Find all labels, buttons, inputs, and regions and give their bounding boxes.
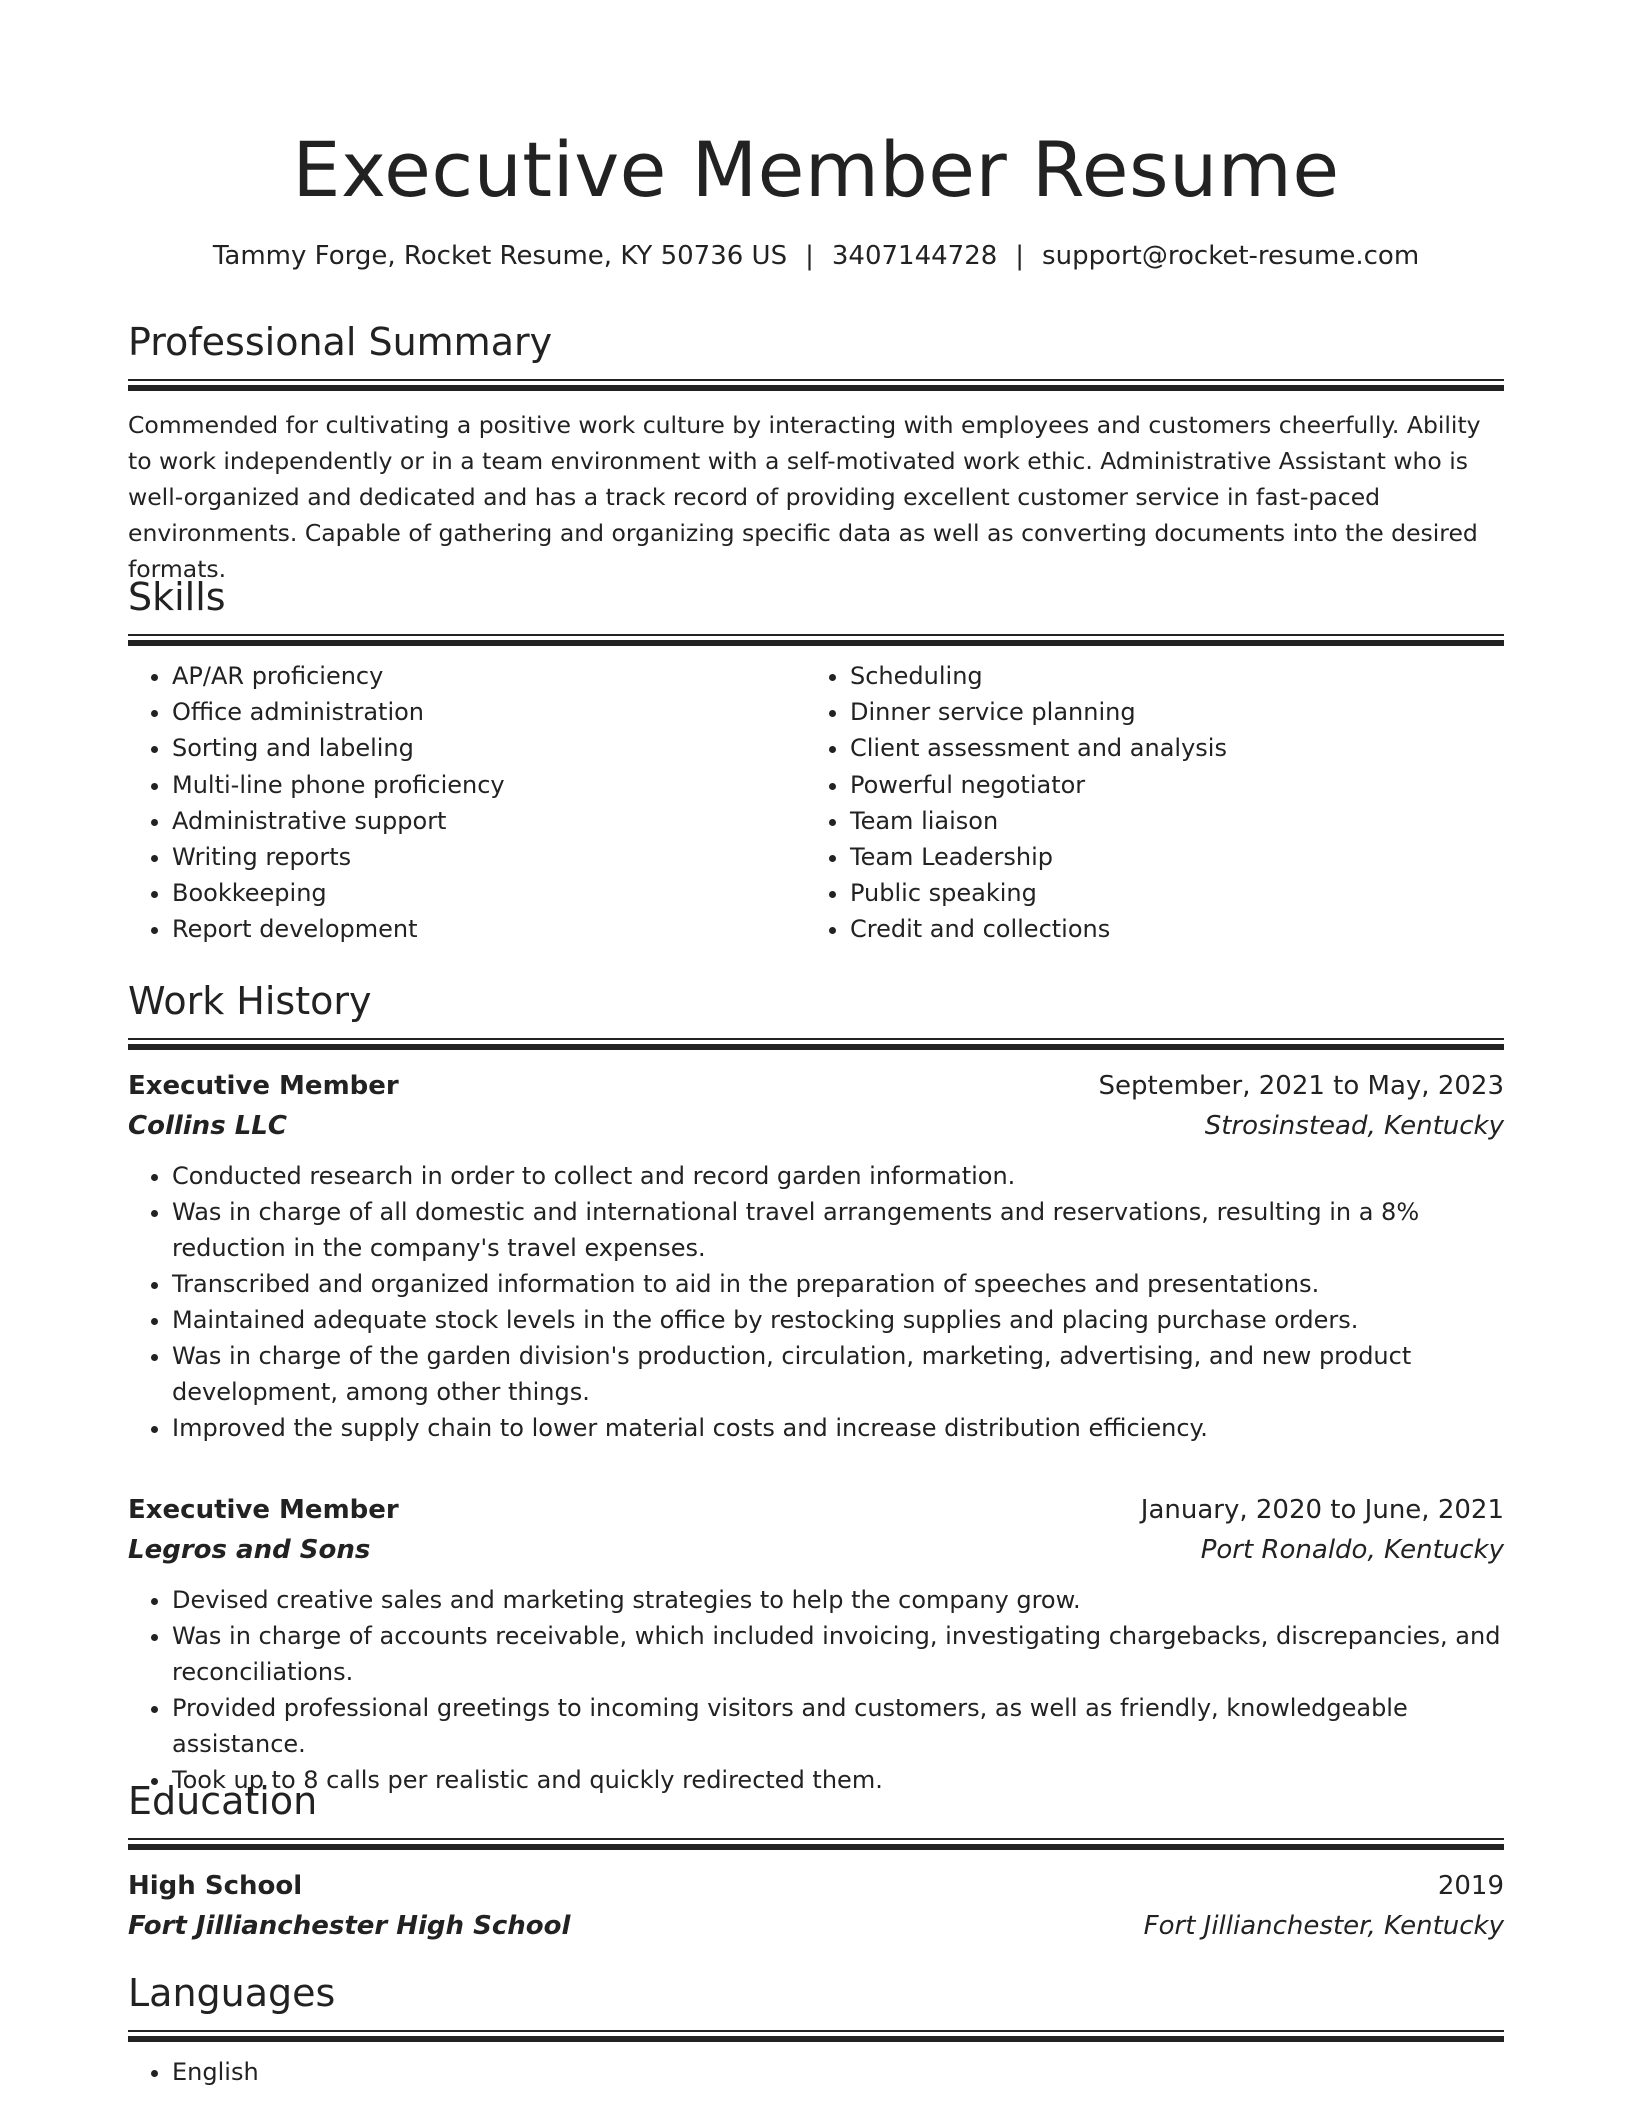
- skill-item: • Powerful negotiator: [850, 767, 1484, 803]
- section-divider: [128, 379, 1504, 393]
- job-duties-list: [128, 1582, 1504, 1798]
- job-duty: • Provided professional greetings to incoming visitors and customers, as well as friendly, knowledgeable assistance.: [172, 1690, 1504, 1762]
- contact-phone: 3407144728: [831, 241, 998, 271]
- section-heading: Education: [128, 1779, 318, 1823]
- job-title-row: [128, 1490, 1504, 1530]
- section-divider: [128, 2030, 1504, 2044]
- education-year: 2019: [1437, 1871, 1504, 1901]
- summary-text: Commended for cultivating a positive work culture by interacting with employees and customers cheerfully. Ability to work independently or in a team environment with a self-motivated work ethic. Administrative Assistant who is well-organized and dedicated and has a track record of providing excellent customer service in fast-paced environments. Capable of gathering and organizing specific data as well as converting documents into the desired formats.: [128, 411, 1481, 583]
- job-duties-list: [128, 1158, 1504, 1446]
- job-duty: • Conducted research in order to collect and record garden information.: [172, 1158, 1504, 1194]
- section-heading: Skills: [128, 575, 226, 619]
- skill-item: • Client assessment and analysis: [850, 730, 1484, 766]
- skills-section: [128, 572, 1504, 948]
- job-entry: [128, 1490, 1504, 1798]
- education-school: Fort Jillianchester High School: [128, 1911, 571, 1941]
- contact-line: [128, 236, 1504, 276]
- resume-title: Executive Member Resume: [292, 125, 1340, 214]
- job-dates: September, 2021 to May, 2023: [1098, 1071, 1504, 1101]
- languages-section: [128, 1968, 1504, 2090]
- job-duty: • Maintained adequate stock levels in the office by restocking supplies and placing purchase orders.: [172, 1302, 1504, 1338]
- skill-item: • Team liaison: [850, 803, 1484, 839]
- section-divider: [128, 634, 1504, 648]
- job-duty: • Transcribed and organized information to aid in the preparation of speeches and presentations.: [172, 1266, 1504, 1302]
- skill-item: • Report development: [172, 911, 806, 947]
- job-location: Strosinstead, Kentucky: [1204, 1111, 1504, 1141]
- skills-list-right: [806, 658, 1484, 948]
- skill-item: • Bookkeeping: [172, 875, 806, 911]
- job-duty: • Took up to 8 calls per realistic and quickly redirected them.: [172, 1762, 1504, 1798]
- skill-item: • Office administration: [172, 694, 806, 730]
- education-section: [128, 1776, 1504, 1946]
- skill-item: • Public speaking: [850, 875, 1484, 911]
- skill-item: • Writing reports: [172, 839, 806, 875]
- skills-list-left: [128, 658, 806, 948]
- job-entry: [128, 1066, 1504, 1446]
- education-location: Fort Jillianchester, Kentucky: [1143, 1911, 1504, 1941]
- skill-item: • Team Leadership: [850, 839, 1484, 875]
- contact-separator: |: [805, 241, 814, 271]
- job-location: Port Ronaldo, Kentucky: [1200, 1535, 1504, 1565]
- section-heading: Professional Summary: [128, 320, 553, 364]
- skill-item: • Dinner service planning: [850, 694, 1484, 730]
- languages-list: [128, 2054, 1504, 2090]
- education-degree-row: [128, 1866, 1504, 1906]
- contact-email: support@rocket-resume.com: [1042, 241, 1420, 271]
- job-duty: • Was in charge of the garden division's production, circulation, marketing, advertising, and new product development, among other things.: [172, 1338, 1504, 1410]
- skill-item: • Scheduling: [850, 658, 1484, 694]
- summary-section: [128, 317, 1504, 587]
- section-heading: Languages: [128, 1971, 336, 2015]
- contact-address: Tammy Forge, Rocket Resume, KY 50736 US: [212, 241, 788, 271]
- skill-item: • AP/AR proficiency: [172, 658, 806, 694]
- job-title: Executive Member: [128, 1071, 399, 1101]
- job-dates: January, 2020 to June, 2021: [1140, 1495, 1504, 1525]
- job-company: Collins LLC: [128, 1111, 287, 1141]
- section-divider: [128, 1038, 1504, 1052]
- skill-item: • Administrative support: [172, 803, 806, 839]
- job-duty: • Devised creative sales and marketing strategies to help the company grow.: [172, 1582, 1504, 1618]
- job-duty: • Improved the supply chain to lower material costs and increase distribution efficiency.: [172, 1410, 1504, 1446]
- education-entry: [128, 1866, 1504, 1946]
- language-item: • English: [172, 2054, 1504, 2090]
- skills-grid: [128, 658, 1504, 948]
- education-degree: High School: [128, 1871, 303, 1901]
- job-duty: • Was in charge of accounts receivable, which included invoicing, investigating chargebacks, discrepancies, and reconciliations.: [172, 1618, 1504, 1690]
- contact-separator: |: [1015, 241, 1025, 271]
- work-history-section: [128, 976, 1504, 1798]
- education-school-row: [128, 1906, 1504, 1946]
- job-company: Legros and Sons: [128, 1535, 371, 1565]
- skill-item: • Credit and collections: [850, 911, 1484, 947]
- skill-item: • Sorting and labeling: [172, 730, 806, 766]
- skill-item: • Multi-line phone proficiency: [172, 767, 806, 803]
- job-title-row: [128, 1066, 1504, 1106]
- job-title: Executive Member: [128, 1495, 399, 1525]
- job-company-row: [128, 1106, 1504, 1146]
- section-divider: [128, 1838, 1504, 1852]
- job-company-row: [128, 1530, 1504, 1570]
- job-duty: • Was in charge of all domestic and international travel arrangements and reservations, resulting in a 8% reduction in the company's travel expenses.: [172, 1194, 1504, 1266]
- section-heading: Work History: [128, 979, 372, 1023]
